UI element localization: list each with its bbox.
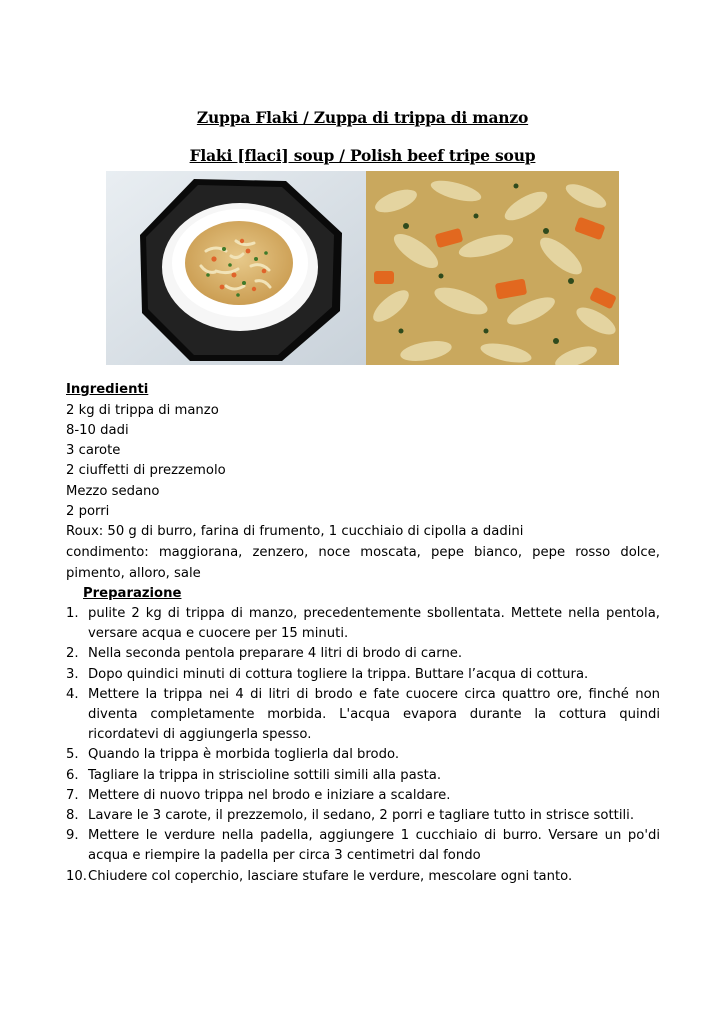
step-text: Nella seconda pentola preparare 4 litri di brodo di carne.: [88, 646, 463, 662]
condiments-line: condimento: maggiorana, zenzero, noce moscata, pepe bianco, pepe rosso dolce,: [66, 545, 660, 560]
step-item: [66, 826, 660, 866]
step-text: Quando la trippa è morbida toglierla dal brodo.: [88, 747, 400, 763]
ingredient-item: 2 kg di trippa di manzo: [66, 403, 219, 418]
ingredient-item: 3 carote: [66, 443, 121, 458]
document-subtitle: Flaki [flaci] soup / Polish beef tripe soup: [189, 146, 536, 165]
step-item: [66, 766, 660, 786]
bowl-of-tripe-soup-photo: [106, 171, 366, 365]
step-number: 8.: [66, 808, 79, 824]
ingredients-heading: Ingredienti: [66, 382, 149, 397]
step-text: pulite 2 kg di trippa di manzo, precedentemente sbollentata. Mettete nella pentola, versare acqua e cuocere per 15 minuti.: [88, 606, 660, 642]
step-number: 2.: [66, 646, 79, 662]
step-number: 7.: [66, 787, 79, 803]
step-number: 5.: [66, 747, 79, 763]
preparation-heading: Preparazione: [83, 586, 182, 601]
step-number: 6.: [66, 767, 79, 783]
step-item: [66, 786, 660, 806]
ingredient-item: Mezzo sedano: [66, 484, 160, 499]
condiments-line: pimento, alloro, sale: [66, 566, 201, 581]
step-number: 9.: [66, 828, 79, 844]
step-item: [66, 745, 660, 765]
step-item: [66, 867, 660, 887]
ingredient-item: Roux: 50 g di burro, farina di frumento, 1 cucchiaio di cipolla a dadini: [66, 524, 524, 539]
step-number: 3.: [66, 666, 79, 682]
step-text: Mettere le verdure nella padella, aggiungere 1 cucchiaio di burro. Versare un po'di acqua e riempire la padella per circa 3 centimetri dal fondo: [88, 828, 660, 864]
step-item: [66, 644, 660, 664]
step-item: [66, 806, 660, 826]
step-item: [66, 665, 660, 685]
step-number: 4.: [66, 686, 79, 702]
step-item: [66, 685, 660, 746]
ingredient-item: 8-10 dadi: [66, 423, 129, 438]
step-item: [66, 604, 660, 644]
ingredient-item: 2 porri: [66, 504, 110, 519]
step-text: Lavare le 3 carote, il prezzemolo, il sedano, 2 porri e tagliare tutto in strisce sottili.: [88, 808, 635, 824]
preparation-steps: [66, 604, 660, 887]
step-text: Tagliare la trippa in striscioline sottili simili alla pasta.: [88, 767, 442, 783]
document-title: Zuppa Flaki / Zuppa di trippa di manzo: [196, 108, 529, 127]
step-number: 1.: [66, 606, 79, 621]
ingredient-item: 2 ciuffetti di prezzemolo: [66, 463, 226, 478]
step-text: Mettere di nuovo trippa nel brodo e iniziare a scaldare.: [88, 787, 451, 803]
step-number: 10.: [66, 868, 87, 884]
tripe-soup-closeup-photo: [366, 171, 619, 365]
step-text: Chiudere col coperchio, lasciare stufare le verdure, mescolare ogni tanto.: [88, 868, 573, 884]
step-text: Mettere la trippa nei 4 di litri di brodo e fate cuocere circa quattro ore, finché non diventa completamente morbida. L'acqua evapora durante la cottura quindi ricordatevi di aggiungerla spesso.: [88, 686, 660, 743]
step-text: Dopo quindici minuti di cottura togliere la trippa. Buttare l’acqua di cottura.: [88, 666, 589, 682]
